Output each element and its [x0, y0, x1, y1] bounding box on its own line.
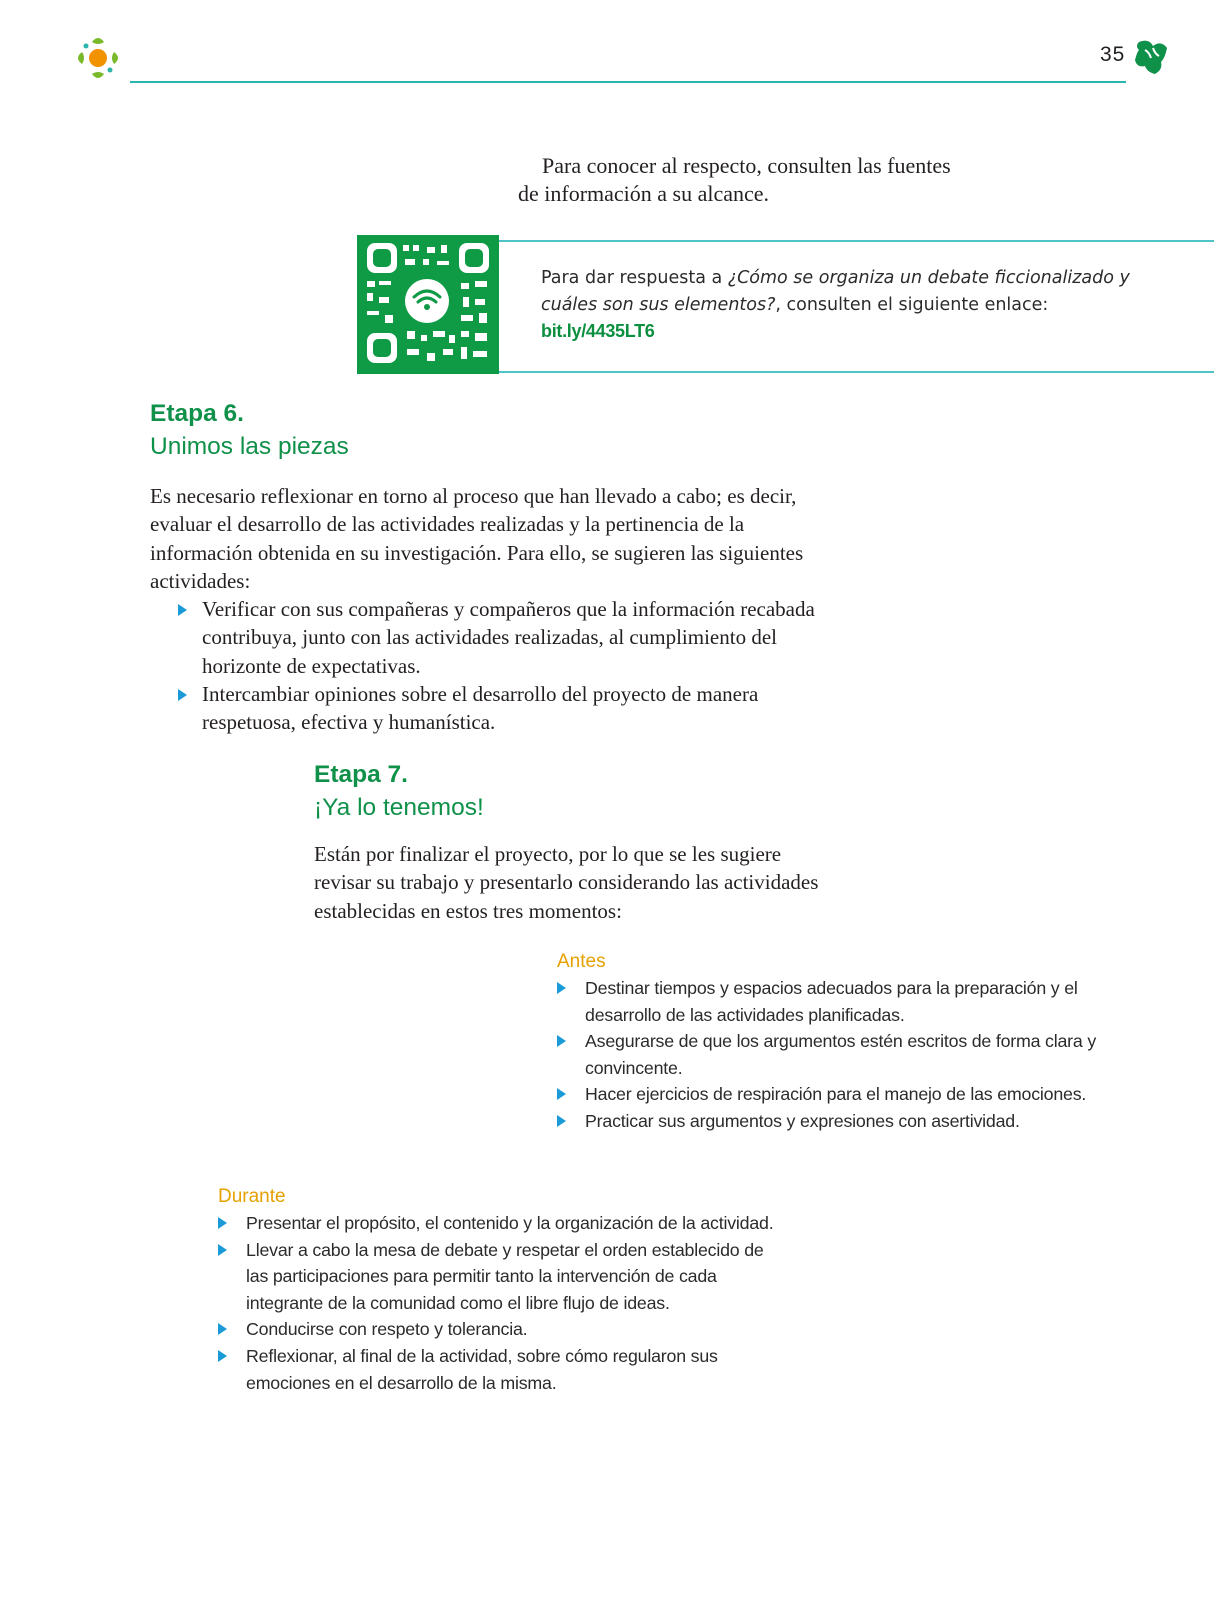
stage7-heading: [314, 758, 484, 824]
list-item: Destinar tiempos y espacios adecuados para la preparación y el desarrollo de las actividades planificadas.: [557, 975, 1117, 1028]
durante-label: Durante: [218, 1186, 286, 1207]
intro-line-1: Para conocer al respecto, consulten las fuentes: [542, 153, 951, 178]
qr-rule-bottom: [499, 371, 1214, 373]
antes-list: [557, 975, 1117, 1135]
stage6-title: Unimos las piezas: [150, 433, 349, 460]
stage6-heading: [150, 397, 349, 463]
bullet-icon: [218, 1323, 227, 1335]
qr-text-after: , consulten el siguiente enlace:: [775, 294, 1049, 315]
intro-line-2: de información a su alcance.: [518, 181, 770, 206]
list-item: Verificar con sus compañeras y compañeros que la información recabada contribuya, junto con las actividades realizadas, al cumplimiento del horizonte de expectativas.: [178, 595, 818, 680]
bullet-icon: [218, 1244, 227, 1256]
durante-list: [218, 1210, 778, 1396]
bullet-icon: [557, 982, 566, 994]
stage7-paragraph: Están por finalizar el proyecto, por lo que se les sugiere revisar su trabajo y presentarlo considerando las actividades establecidas en estos tres momentos:: [314, 842, 819, 923]
intro-paragraph: [518, 152, 998, 208]
bullet-icon: [557, 1088, 566, 1100]
header-rule: [130, 81, 1126, 83]
stage7-label: Etapa 7.: [314, 761, 408, 788]
stage6-label: Etapa 6.: [150, 400, 244, 427]
bullet-icon: [178, 604, 187, 616]
list-item: Reflexionar, al final de la actividad, sobre cómo regularon sus emociones en el desarrollo de la misma.: [218, 1343, 778, 1396]
qr-code-icon: [357, 235, 499, 374]
bullet-icon: [557, 1035, 566, 1047]
qr-link[interactable]: bit.ly/4435LT6: [541, 321, 655, 341]
list-item: Hacer ejercicios de respiración para el manejo de las emociones.: [557, 1081, 1117, 1108]
stage6-paragraph: Es necesario reflexionar en torno al proceso que han llevado a cabo; es decir, evaluar el desarrollo de las actividades realizadas y la pertinencia de la información obtenida en su investigación. Para ello, se sugieren las siguientes actividades:: [150, 484, 804, 593]
qr-rule-top: [499, 240, 1214, 242]
qr-text-before: Para dar respuesta a: [541, 268, 728, 288]
qr-caption: [541, 265, 1181, 346]
antes-label: Antes: [557, 951, 606, 972]
bullet-icon: [557, 1115, 566, 1127]
bullet-icon: [218, 1350, 227, 1362]
green-glyph-icon: [1133, 38, 1169, 76]
bullet-icon: [178, 689, 187, 701]
flower-logo-icon: [72, 32, 124, 84]
list-item: Conducirse con respeto y tolerancia.: [218, 1316, 778, 1343]
stage7-title: ¡Ya lo tenemos!: [314, 794, 484, 821]
bullet-icon: [218, 1217, 227, 1229]
list-item: Presentar el propósito, el contenido y la organización de la actividad.: [218, 1210, 778, 1237]
list-item: Asegurarse de que los argumentos estén escritos de forma clara y convincente.: [557, 1028, 1117, 1081]
list-item: Practicar sus argumentos y expresiones con asertividad.: [557, 1108, 1117, 1135]
list-item: Llevar a cabo la mesa de debate y respetar el orden establecido de las participaciones para permitir tanto la intervención de cada integrante de la comunidad como el libre flujo de ideas.: [218, 1237, 778, 1317]
qr-question: ¿Cómo se organiza un debate ficcionalizado y cuáles son sus elementos?: [541, 268, 1130, 315]
stage6-list: [178, 595, 818, 736]
page-number: 35: [1100, 43, 1126, 66]
list-item: Intercambiar opiniones sobre el desarrollo del proyecto de manera respetuosa, efectiva y humanística.: [178, 680, 818, 737]
